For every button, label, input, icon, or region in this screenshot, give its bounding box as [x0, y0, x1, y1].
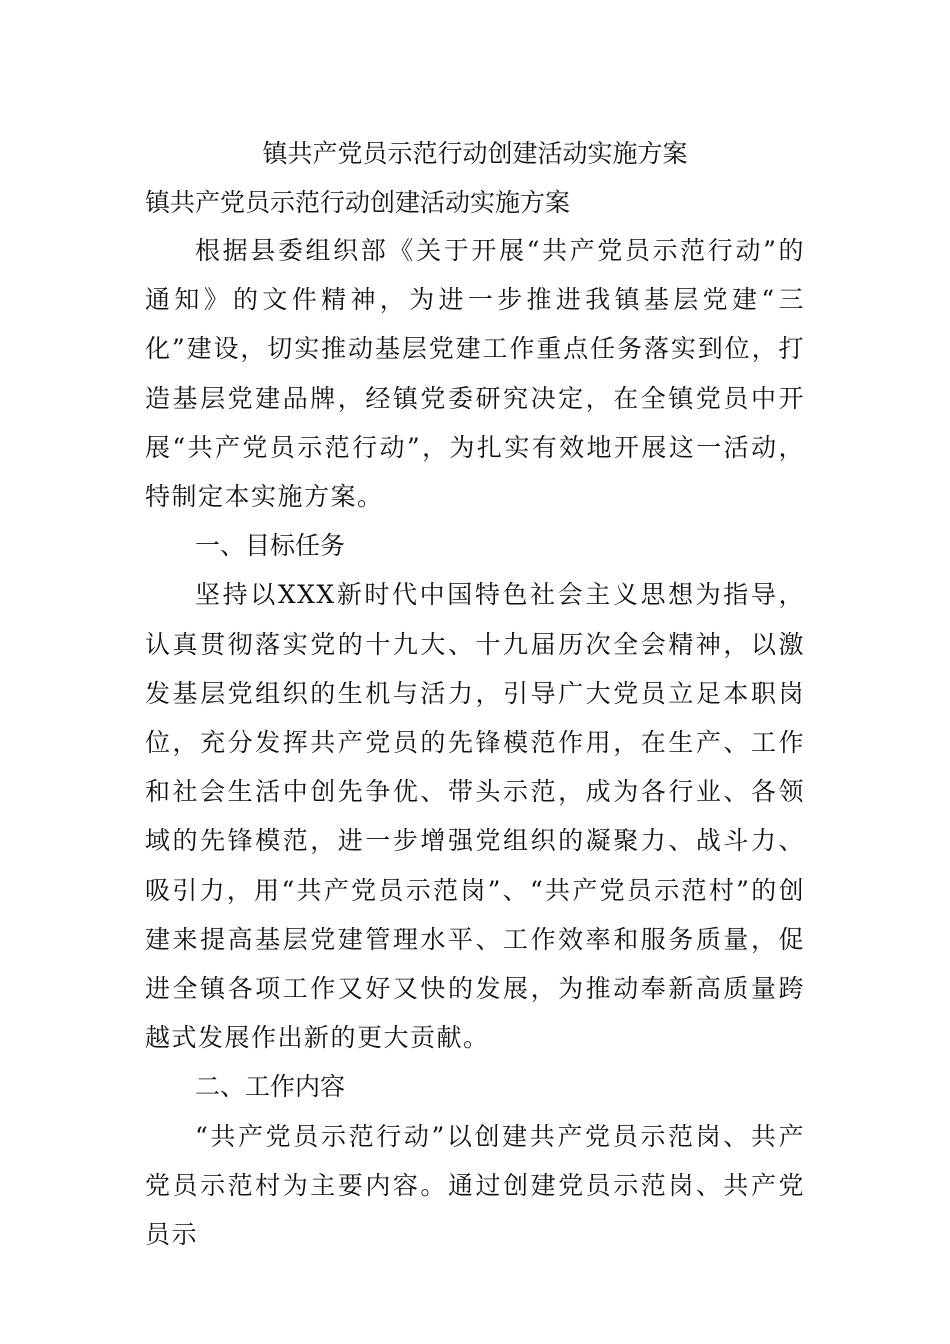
document-subtitle: 镇共产党员示范行动创建活动实施方案	[145, 188, 571, 217]
goals-paragraph: 坚持以XXX新时代中国特色社会主义思想为指导，认真贯彻落实党的十九大、十九届历次全会精神，以激发基层党组织的生机与活力，引导广大党员立足本职岗位，充分发挥共产党员的先锋模范作用，在生产、工作和社会生活中创先争优、带头示范，成为各行业、各领域的先锋模范，进一步增强党组织的凝聚力、战斗力、吸引力，用“共产党员示范岗”、“共产党员示范村”的创建来提高基层党建管理水平、工作效率和服务质量，促进全镇各项工作又好又快的发展，为推动奉新高质量跨越式发展作出新的更大贡献。	[145, 580, 805, 1053]
content-paragraph: “共产党员示范行动”以创建共产党员示范岗、共产党员示范村为主要内容。通过创建党员示范岗、共产党员示	[145, 1121, 805, 1250]
document-title: 镇共产党员示范行动创建活动实施方案	[262, 139, 688, 168]
document-body	[145, 132, 805, 1259]
section-heading-goals: 一、目标任务	[195, 531, 346, 561]
section-heading-content: 二、工作内容	[195, 1072, 346, 1102]
intro-paragraph: 根据县委组织部《关于开展“共产党员示范行动”的通知》的文件精神，为进一步推进我镇基层党建“三化”建设，切实推动基层党建工作重点任务落实到位，打造基层党建品牌，经镇党委研究决定，在全镇党员中开展“共产党员示范行动”，为扎实有效地开展这一活动，特制定本实施方案。	[145, 236, 805, 512]
